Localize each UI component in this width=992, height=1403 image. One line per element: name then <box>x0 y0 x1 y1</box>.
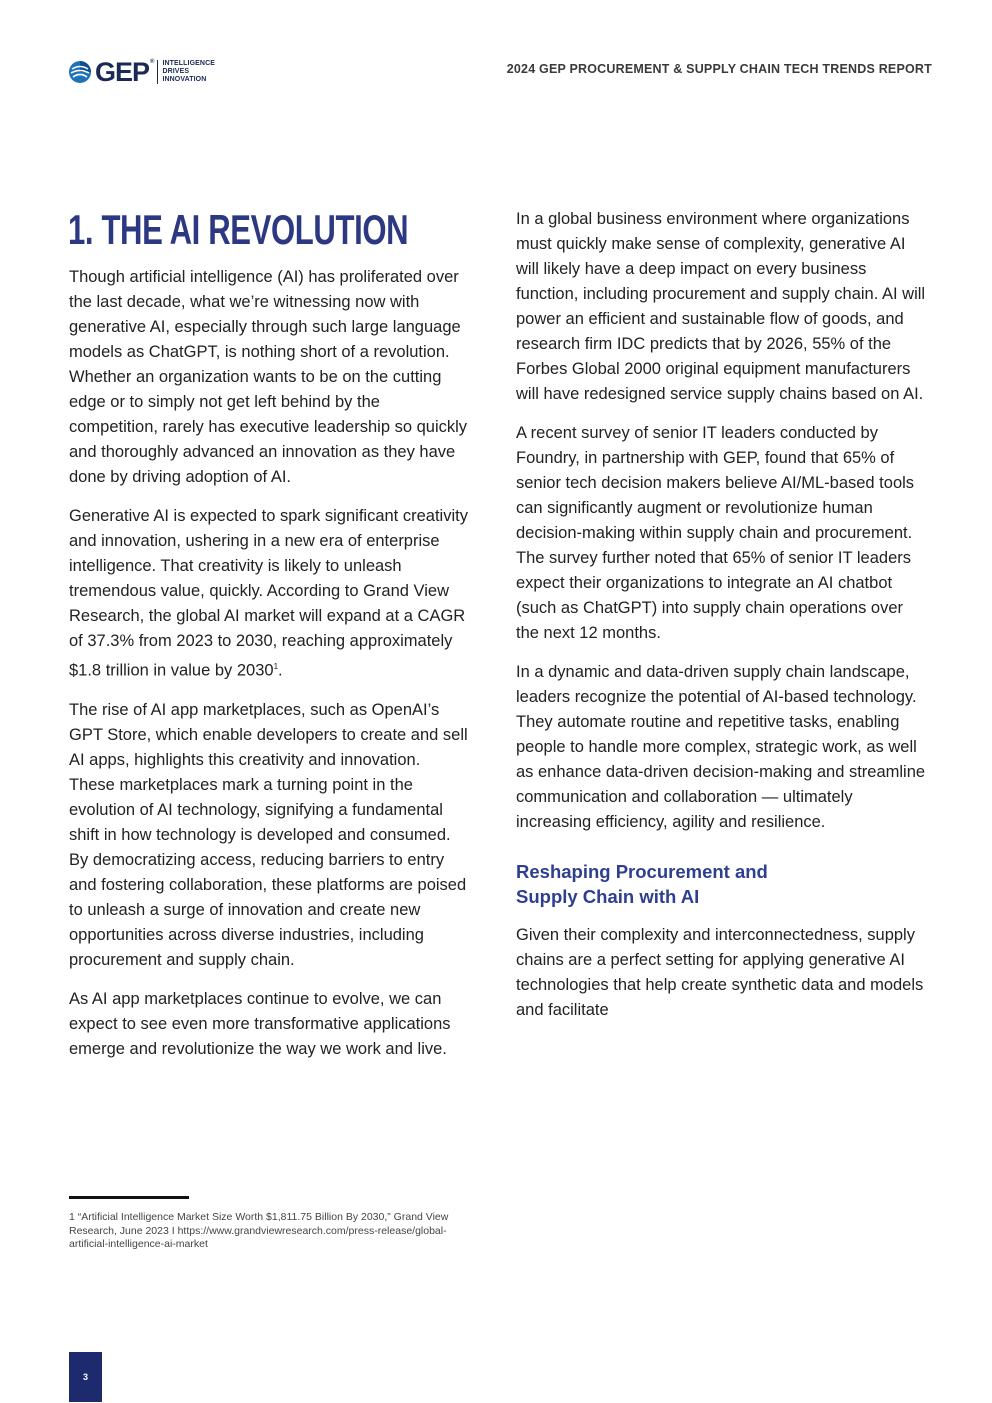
logo-tagline: INTELLIGENCE DRIVES INNOVATION <box>162 60 215 83</box>
gep-globe-icon <box>68 60 92 84</box>
paragraph: Though artificial intelligence (AI) has proliferated over the last decade, what we’re witnessing now with generative AI, especially through such large language models as ChatGPT, is nothing short of a revolution. Whether an organization wants to be on the cutting edge or to simply not get left behind by the competition, rarely has executive leadership so quickly and thoroughly advanced an innovation as they have done by driving adoption of AI. <box>69 268 468 486</box>
paragraph: In a dynamic and data-driven supply chain landscape, leaders recognize the potential of AI-based technology. They automate routine and repetitive tasks, enabling people to handle more complex, strategic work, as well as enhance data-driven decision-making and streamline communication and collaboration — ultimately increasing efficiency, agility and resilience. <box>516 663 926 831</box>
gep-logo <box>68 58 215 86</box>
paragraph: As AI app marketplaces continue to evolve, we can expect to see even more transformative applications emerge and revolutionize the way we work and live. <box>69 989 451 1058</box>
logo-divider <box>157 60 158 84</box>
subheading: Reshaping Procurement and Supply Chain with AI <box>516 861 768 907</box>
section-title: 1. THE AI REVOLUTION <box>68 206 409 253</box>
left-column <box>69 265 469 1076</box>
paragraph: A recent survey of senior IT leaders conducted by Foundry, in partnership with GEP, found that 65% of senior tech decision makers believe AI/ML-based tools can significantly augment or revolutionize human decision-making within supply chain and procurement. The survey further noted that 65% of senior IT leaders expect their organizations to integrate an AI chatbot (such as ChatGPT) into supply chain operations over the next 12 months. <box>516 424 915 642</box>
footnote: 1 “Artificial Intelligence Market Size Worth $1,811.75 Billion By 2030,” Grand View Research, June 2023 I https://www.grandviewresearch.com/press-release/global-artificial-intelligence-ai-market <box>69 1211 449 1250</box>
paragraph: Given their complexity and interconnectedness, supply chains are a perfect setting for applying generative AI technologies that help create synthetic data and models and facilitate <box>516 926 924 1019</box>
right-column <box>516 207 926 1037</box>
logo-wordmark: GEP® <box>95 56 154 87</box>
page-number: 3 <box>69 1352 102 1402</box>
footnote-divider <box>69 1196 189 1199</box>
paragraph: In a global business environment where organizations must quickly make sense of complexity, generative AI will likely have a deep impact on every business function, including procurement and supply chain. AI will power an efficient and sustainable flow of goods, and research firm IDC predicts that by 2026, 55% of the Forbes Global 2000 original equipment manufacturers will have redesigned service supply chains based on AI. <box>516 210 926 403</box>
footnote-ref[interactable]: 1 <box>273 662 279 671</box>
paragraph: The rise of AI app marketplaces, such as OpenAI’s GPT Store, which enable developers to create and sell AI apps, highlights this creativity and innovation. These marketplaces mark a turning point in the evolution of AI technology, signifying a fundamental shift in how technology is developed and consumed. By democratizing access, reducing barriers to entry and fostering collaboration, these platforms are poised to unleash a surge of innovation and create new opportunities across diverse industries, including procurement and supply chain. <box>69 700 468 969</box>
paragraph: Generative AI is expected to spark significant creativity and innovation, ushering in a new era of enterprise intelligence. That creativity is likely to unleash tremendous value, quickly. According to Grand View Research, the global AI market will expand at a CAGR of 37.3% from 2023 to 2030, reaching approximately $1.8 trillion in value by 2030$^1$. <box>69 507 468 680</box>
report-title: 2024 GEP PROCUREMENT & SUPPLY CHAIN TECH TRENDS REPORT <box>506 62 932 76</box>
